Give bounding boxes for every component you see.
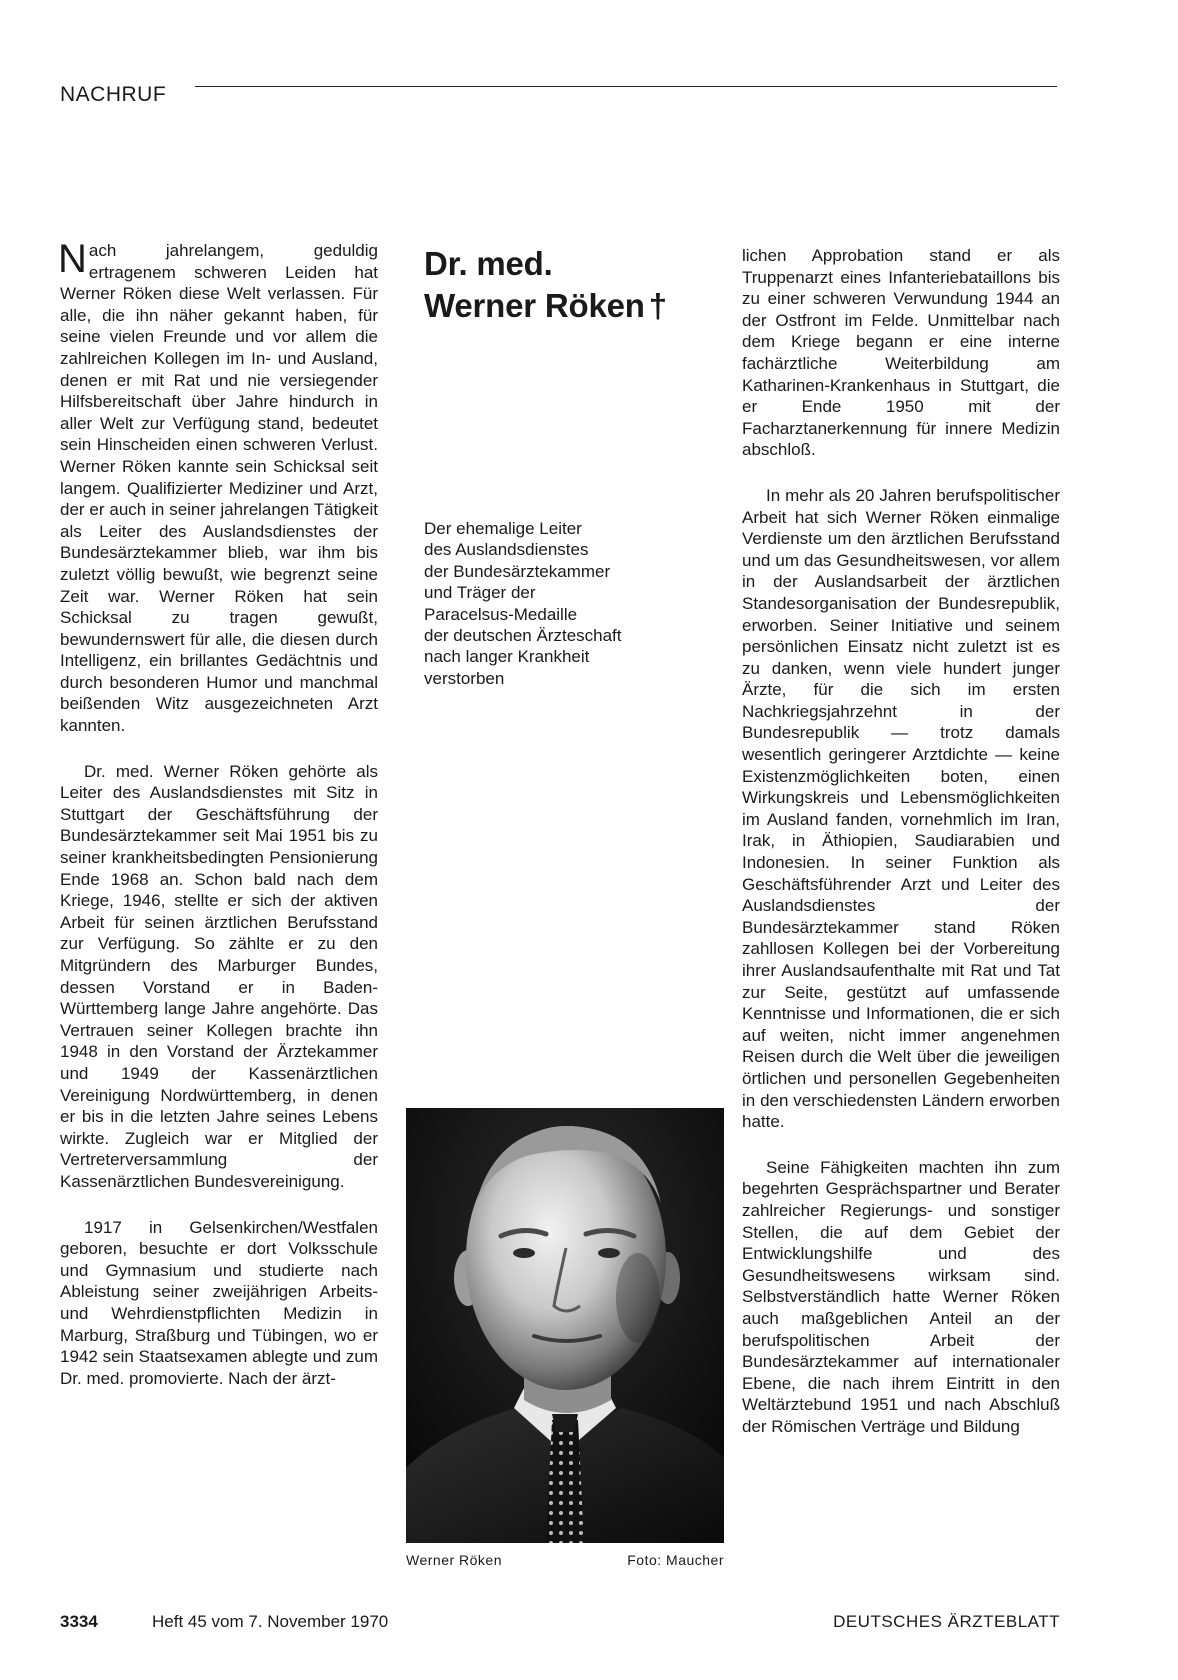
page-number: 3334 xyxy=(60,1612,98,1631)
title-line-1: Dr. med. xyxy=(424,245,553,282)
dropcap: N xyxy=(58,237,87,281)
caption-credit: Foto: Maucher xyxy=(627,1552,724,1568)
right-paragraph-1: lichen Approbation stand er als Truppenarzt eines Infanteriebataillons bis zu einer schweren Verwundung 1944 an der Ostfront im Felde. Unmittelbar nach dem Kriege begann er eine interne fachärztliche Weiterbildung am Katharinen-Krankenhaus in Stuttgart, die er Ende 1950 mit der Facharztanerkennung für innere Medizin abschloß. xyxy=(742,246,1060,460)
header-rule xyxy=(195,86,1057,87)
left-paragraph-2: Dr. med. Werner Röken gehörte als Leiter des Auslandsdienstes mit Sitz in Stuttgart der Geschäftsführung der Bundesärztekammer seit Mai 1951 bis zu seiner krankheitsbedingten Pensionierung Ende 1968 an. Schon bald nach dem Kriege, 1946, stellte er sich der aktiven Arbeit für seinen ärztlichen Berufsstand zur Verfügung. So zählte er zu den Mitgründern des Marburger Bundes, dessen Vorstand er in Baden-Württemberg lange Jahre angehörte. Das Vertrauen seiner Kollegen brachte ihn 1948 in den Vorstand der Ärztekammer und 1949 der Kassenärztlichen Vereinigung Nordwürttemberg, in denen er bis in die letzten Jahre seines Lebens wirkte. Zugleich war er Mitglied der Vertreterversammlung der Kassenärztlichen Bundesvereinigung. xyxy=(60,761,378,1191)
left-paragraph-1 xyxy=(58,237,378,737)
subtitle-line: verstorben xyxy=(424,668,505,688)
left-paragraph-1-text: ach jahrelangem, geduldig ertragenem schweren Leiden hat Werner Röken diese Welt verlassen. Für alle, die ihn näher gekannt haben, für seine vielen Freunde und vor allem die zahlreichen Kollegen im In- und Ausland, denen er mit Rat und nie versiegender Hilfsbereitschaft über Jahre hindurch in aller Welt zur Verfügung stand, bedeutet sein Hinscheiden einen schweren Verlust. Werner Röken kannte sein Schicksal seit langem. Qualifizierter Mediziner und Arzt, der er auch in seiner jahrelangen Tätigkeit als Leiter des Auslandsdienstes der Bundesärztekammer blieb, war ihm bis zuletzt völlig bewußt, wie begrenzt seine Zeit war. Werner Röken hat sein Schicksal zu tragen gewußt, bewundernswert für alle, die diesen durch Intelligenz, ein brillantes Gedächtnis und durch besonderen Humor und manchmal beißenden Witz ausgezeichneten Arzt kannten. xyxy=(60,241,378,736)
subtitle-line: nach langer Krankheit xyxy=(424,647,590,667)
subtitle-line: Der ehemalige Leiter xyxy=(424,519,582,538)
issue-info: Heft 45 vom 7. November 1970 xyxy=(152,1612,389,1631)
subtitle-line: Paracelsus-Medaille xyxy=(424,604,578,624)
left-paragraph-3: 1917 in Gelsenkirchen/Westfalen geboren, besuchte er dort Volksschule und Gymnasium und studierte nach Ableistung seiner zweijährigen Arbeits- und Wehrdienstpflichten Medizin in Marburg, Straßburg und Tübingen, wo er 1942 sein Staatsexamen ablegte und zum Dr. med. promovierte. Nach der ärzt- xyxy=(60,1217,378,1388)
section-label: NACHRUF xyxy=(60,83,167,106)
article-subtitle xyxy=(424,518,724,689)
left-column xyxy=(58,237,378,1389)
right-column xyxy=(742,245,1060,1437)
right-paragraph-2: In mehr als 20 Jahren berufspolitischer Arbeit hat sich Werner Röken einmalige Verdienste um den ärztlichen Berufsstand und um das Gesundheitswesen, vor allem in der Auslandsarbeit der ärztlichen Standesorganisation der Bundesrepublik, erworben. Seiner Initiative und seinem persönlichen Einsatz nicht zuletzt ist es zu danken, wenn viele hundert junger Ärzte, für die sich im ersten Nachkriegsjahrzehnt in der Bundesrepublik — trotz damals wesentlich geringerer Arztdichte — keine Existenzmöglichkeiten boten, einen Wirkungskreis und Lebensmöglichkeiten im Ausland fanden, vornehmlich im Iran, Irak, in Äthiopien, Saudiarabien und Indonesien. In seiner Funktion als Geschäftsführender Arzt und Leiter des Auslandsdienstes der Bundesärztekammer stand Röken zahllosen Kollegen bei der Vorbereitung ihrer Auslandsaufenthalte mit Rat und Tat zur Seite, gestützt auf umfassende Kenntnisse und Informationen, die er sich auf weiten, nicht immer angenehmen Reisen durch die Welt über die jeweiligen örtlichen und personellen Gegebenheiten in den verschiedensten Ländern erworben hatte. xyxy=(742,485,1060,1132)
portrait-photo xyxy=(406,1108,724,1543)
subtitle-line: der deutschen Ärzteschaft xyxy=(424,626,622,646)
subtitle-line: der Bundesärztekammer xyxy=(424,561,611,581)
title-line-2: Werner Röken xyxy=(424,287,645,324)
dagger-symbol: † xyxy=(648,287,667,324)
subtitle-line: und Träger der xyxy=(424,583,536,603)
article-title xyxy=(424,243,724,327)
right-paragraph-3: Seine Fähigkeiten machten ihn zum begehrten Gesprächspartner und Berater zahlreicher Regierungs- und sonstiger Stellen, die auf dem Gebiet der Entwicklungshilfe und des Gesundheitswesens wirksam sind. Selbstverständlich hatte Werner Röken auch maßgeblichen Anteil an der berufspolitischen Arbeit der Bundesärztekammer auf internationaler Ebene, die nach ihrem Eintritt in den Weltärztebund 1951 und nach Abschluß der Römischen Verträge und Bildung xyxy=(742,1157,1060,1436)
subtitle-line: des Auslandsdienstes xyxy=(424,540,589,560)
journal-name: DEUTSCHES ÄRZTEBLATT xyxy=(833,1612,1060,1631)
caption-name: Werner Röken xyxy=(406,1552,503,1568)
